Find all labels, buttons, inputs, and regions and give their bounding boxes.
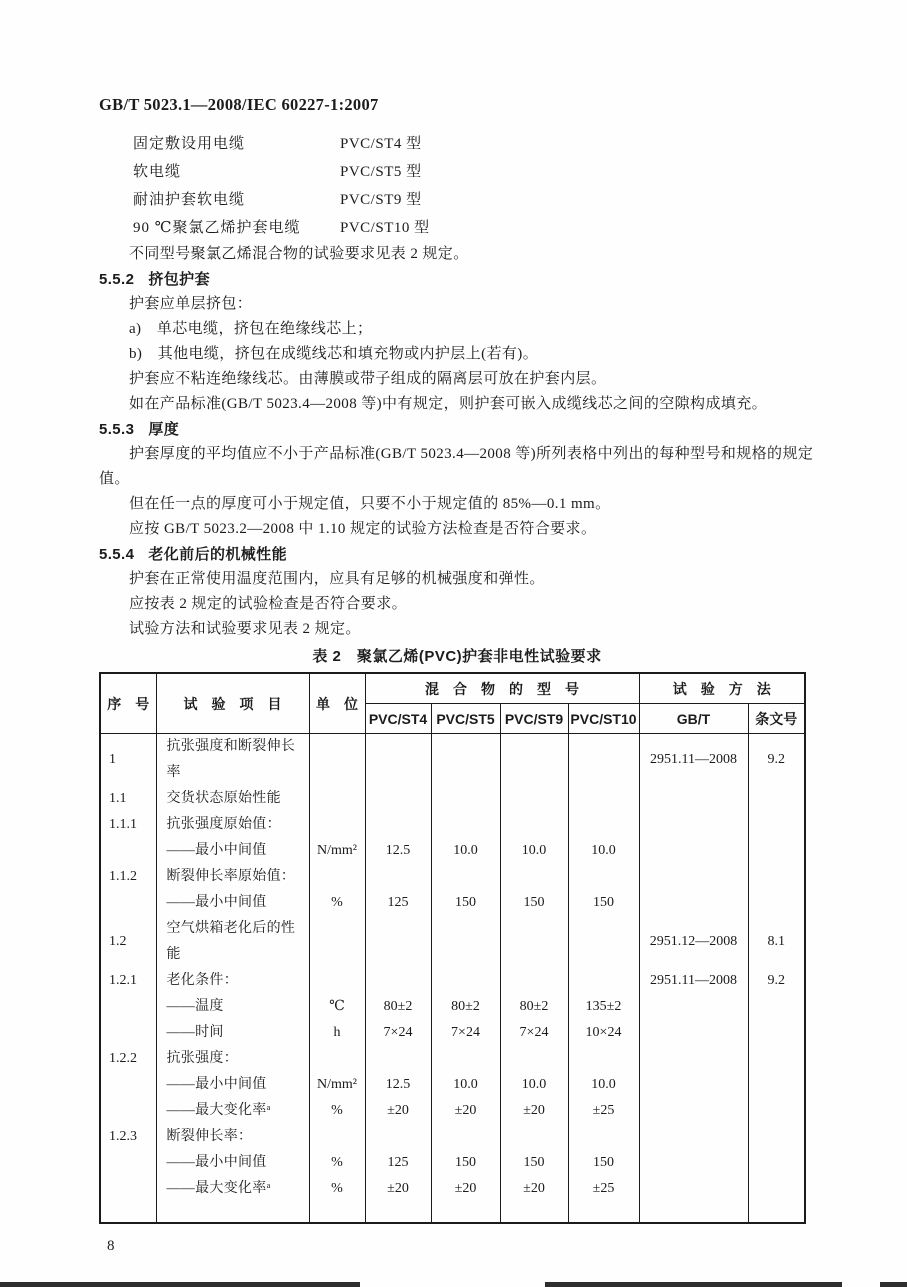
- table-row: [100, 994, 805, 1020]
- table-row: [100, 1150, 805, 1176]
- cable-name: 固定敷设用电缆: [133, 136, 246, 152]
- table-cell: %: [309, 890, 365, 916]
- table-cell: [500, 968, 568, 994]
- table-cell: 80±2: [431, 994, 500, 1020]
- table-cell: [639, 1150, 748, 1176]
- paragraph: a) 单芯电缆，挤包在绝缘线芯上；: [129, 321, 373, 337]
- table-cell: ±20: [431, 1098, 500, 1124]
- table-cell: 7×24: [500, 1020, 568, 1046]
- intro-note: 不同型号聚氯乙烯混合物的试验要求见表 2 规定。: [129, 246, 469, 262]
- table-cell: ±25: [568, 1176, 639, 1202]
- paragraph: b) 其他电缆，挤包在成缆线芯和填充物或内护层上(若有)。: [129, 346, 539, 362]
- table-cell: 80±2: [365, 994, 431, 1020]
- table-cell: [748, 812, 805, 838]
- table-cell: [431, 1124, 500, 1150]
- table-row: [100, 968, 805, 994]
- table-row: [100, 1072, 805, 1098]
- table-cell: 150: [568, 890, 639, 916]
- table-cell: [431, 734, 500, 787]
- table-cell: ——温度: [156, 994, 309, 1020]
- paragraph: 试验方法和试验要求见表 2 规定。: [129, 621, 361, 637]
- scan-edge-artifact: [880, 1282, 907, 1287]
- cable-name: 90 ℃聚氯乙烯护套电缆: [133, 220, 301, 236]
- table-cell: [431, 916, 500, 968]
- col-header-gbt: GB/T: [639, 704, 748, 734]
- table-cell: 老化条件：: [156, 968, 309, 994]
- table-cell: [365, 916, 431, 968]
- table-cell: ——最小中间值: [156, 1150, 309, 1176]
- table-cell: 135±2: [568, 994, 639, 1020]
- table-cell: h: [309, 1020, 365, 1046]
- table-cell: [639, 1202, 748, 1223]
- table-cell: 150: [500, 1150, 568, 1176]
- table-cell: [100, 1202, 156, 1223]
- table-cell: ±25: [568, 1098, 639, 1124]
- table-cell: [639, 1176, 748, 1202]
- section-number: 5.5.4: [99, 546, 135, 563]
- table-cell: 150: [568, 1150, 639, 1176]
- table-cell: 80±2: [500, 994, 568, 1020]
- section-number: 5.5.2: [99, 271, 135, 288]
- table-cell: [309, 786, 365, 812]
- col-header-seq: 序 号: [100, 673, 156, 734]
- col-header-pvc-st4: PVC/ST4: [365, 704, 431, 734]
- col-header-unit: 单 位: [309, 673, 365, 734]
- table-cell: [100, 1098, 156, 1124]
- table-cell: 10.0: [568, 1072, 639, 1098]
- scan-edge-artifact: [545, 1282, 842, 1287]
- table-cell: [639, 786, 748, 812]
- table-caption: 表 2 聚氯乙烯(PVC)护套非电性试验要求: [312, 648, 602, 665]
- cable-type-code: PVC/ST9 型: [340, 192, 422, 208]
- table-cell: [431, 812, 500, 838]
- table-cell: [748, 1124, 805, 1150]
- table-cell: [431, 786, 500, 812]
- table-cell: [500, 1202, 568, 1223]
- table-cell: [568, 916, 639, 968]
- table-cell: [431, 864, 500, 890]
- table-cell: [568, 1202, 639, 1223]
- list-item: [133, 130, 815, 158]
- table-cell: 1.2.3: [100, 1124, 156, 1150]
- table-cell: 12.5: [365, 1072, 431, 1098]
- page-number: 8: [107, 1238, 115, 1254]
- table-cell: [748, 1176, 805, 1202]
- table-cell: 8.1: [748, 916, 805, 968]
- table-cell: [431, 1046, 500, 1072]
- table-cell: 7×24: [365, 1020, 431, 1046]
- cable-name: 耐油护套软电缆: [133, 192, 246, 208]
- paragraph: 如在产品标准(GB/T 5023.4—2008 等)中有规定，则护套可嵌入成缆线芯之间的空隙构成填充。: [129, 396, 768, 412]
- table-cell: 1.1.1: [100, 812, 156, 838]
- table-cell: [500, 734, 568, 787]
- table-cell: [748, 1046, 805, 1072]
- table-cell: [748, 1202, 805, 1223]
- col-header-item: 试 验 项 目: [156, 673, 309, 734]
- table-cell: [365, 864, 431, 890]
- table-cell: ℃: [309, 994, 365, 1020]
- table-row: [100, 838, 805, 864]
- table-cell: [100, 1150, 156, 1176]
- table-cell: [365, 812, 431, 838]
- table-cell: [500, 786, 568, 812]
- table-cell: [365, 1046, 431, 1072]
- table-cell: ±20: [500, 1098, 568, 1124]
- cable-type-code: PVC/ST10 型: [340, 220, 430, 236]
- paragraph: 应按 GB/T 5023.2—2008 中 1.10 规定的试验方法检查是否符合要求。: [129, 521, 597, 537]
- table-cell: [568, 1124, 639, 1150]
- table-cell: [568, 786, 639, 812]
- table-cell: 150: [431, 1150, 500, 1176]
- cable-type-code: PVC/ST5 型: [340, 164, 422, 180]
- table-row: [100, 916, 805, 968]
- cable-name: 软电缆: [133, 164, 182, 180]
- cable-type-list: [133, 130, 815, 242]
- table-cell: [500, 1124, 568, 1150]
- table-cell: [100, 994, 156, 1020]
- table-cell: [639, 838, 748, 864]
- section-heading-554: [99, 542, 815, 567]
- col-header-pvc-st10: PVC/ST10: [568, 704, 639, 734]
- standard-number-header: GB/T 5023.1—2008/IEC 60227-1:2007: [99, 95, 379, 114]
- table-cell: [639, 812, 748, 838]
- table-cell: [100, 1072, 156, 1098]
- table-cell: [748, 786, 805, 812]
- table-cell: [639, 1072, 748, 1098]
- table-cell: [431, 1202, 500, 1223]
- col-header-mixture-group: 混 合 物 的 型 号: [365, 673, 639, 704]
- table-cell: 1.2.2: [100, 1046, 156, 1072]
- table-row: [100, 812, 805, 838]
- table-cell: [748, 864, 805, 890]
- table-row: [100, 1046, 805, 1072]
- table-cell: [639, 1098, 748, 1124]
- table-cell: [100, 890, 156, 916]
- table-cell: 抗张强度原始值：: [156, 812, 309, 838]
- scan-edge-artifact: [0, 1282, 360, 1287]
- section-heading-552: [99, 267, 815, 292]
- table-cell: [639, 890, 748, 916]
- table-cell: [639, 1124, 748, 1150]
- section-title: 厚度: [148, 421, 180, 438]
- table-cell: 1.2: [100, 916, 156, 968]
- table-cell: [365, 1124, 431, 1150]
- col-header-pvc-st5: PVC/ST5: [431, 704, 500, 734]
- table-cell: 抗张强度：: [156, 1046, 309, 1072]
- table-cell: 空气烘箱老化后的性能: [156, 916, 309, 968]
- table-cell: [568, 864, 639, 890]
- table-cell: [500, 812, 568, 838]
- table-row: [100, 786, 805, 812]
- table-row: [100, 1176, 805, 1202]
- page-content: [99, 92, 815, 1255]
- table-cell: ——最大变化率ᵃ: [156, 1098, 309, 1124]
- table-cell: [748, 838, 805, 864]
- table-cell: [431, 968, 500, 994]
- table-cell: [500, 864, 568, 890]
- table-cell: 2951.12—2008: [639, 916, 748, 968]
- table-cell: [100, 838, 156, 864]
- table-cell: 断裂伸长率：: [156, 1124, 309, 1150]
- table-cell: 7×24: [431, 1020, 500, 1046]
- table-row: [100, 1098, 805, 1124]
- table-cell: 125: [365, 890, 431, 916]
- table-row: [100, 890, 805, 916]
- paragraph: 护套应不粘连绝缘线芯。由薄膜或带子组成的隔离层可放在护套内层。: [129, 371, 607, 387]
- list-item: [133, 186, 815, 214]
- table-cell: [639, 864, 748, 890]
- col-header-clause: 条文号: [748, 704, 805, 734]
- table-filler-row: [100, 1202, 805, 1223]
- table-cell: 125: [365, 1150, 431, 1176]
- section-title: 老化前后的机械性能: [148, 546, 287, 563]
- table-cell: %: [309, 1150, 365, 1176]
- table-cell: [568, 968, 639, 994]
- table-row: [100, 1020, 805, 1046]
- table-cell: 1.2.1: [100, 968, 156, 994]
- table-cell: ——时间: [156, 1020, 309, 1046]
- table-cell: [568, 812, 639, 838]
- list-item: [133, 158, 815, 186]
- table-cell: [568, 1046, 639, 1072]
- table-cell: [568, 734, 639, 787]
- table-row: [100, 864, 805, 890]
- table-cell: 2951.11—2008: [639, 734, 748, 787]
- table-cell: 10.0: [500, 1072, 568, 1098]
- table-row: [100, 734, 805, 787]
- table-cell: 1.1.2: [100, 864, 156, 890]
- table-row: [100, 1124, 805, 1150]
- table-cell: N/mm²: [309, 838, 365, 864]
- table-cell: 断裂伸长率原始值：: [156, 864, 309, 890]
- cable-type-code: PVC/ST4 型: [340, 136, 422, 152]
- table-cell: [365, 786, 431, 812]
- table-cell: 150: [500, 890, 568, 916]
- table-cell: [100, 1020, 156, 1046]
- table-cell: ±20: [365, 1098, 431, 1124]
- table-cell: 10×24: [568, 1020, 639, 1046]
- col-header-method-group: 试 验 方 法: [639, 673, 805, 704]
- table-cell: [309, 812, 365, 838]
- paragraph: 护套厚度的平均值应不小于产品标准(GB/T 5023.4—2008 等)所列表格中列出的每种型号和规格的规定值。: [99, 446, 814, 487]
- table-cell: ——最小中间值: [156, 1072, 309, 1098]
- table-cell: 抗张强度和断裂伸长率: [156, 734, 309, 787]
- pvc-sheath-test-table: [99, 672, 806, 1224]
- table-cell: [748, 1098, 805, 1124]
- table-cell: ——最小中间值: [156, 838, 309, 864]
- table-cell: ±20: [500, 1176, 568, 1202]
- table-cell: [748, 1020, 805, 1046]
- table-cell: %: [309, 1176, 365, 1202]
- table-cell: 150: [431, 890, 500, 916]
- table-cell: [500, 1046, 568, 1072]
- table-cell: [100, 1176, 156, 1202]
- table-cell: 1.1: [100, 786, 156, 812]
- table-cell: 9.2: [748, 968, 805, 994]
- table-cell: N/mm²: [309, 1072, 365, 1098]
- table-cell: [639, 994, 748, 1020]
- table-cell: [365, 1202, 431, 1223]
- table-cell: [748, 994, 805, 1020]
- table-header-row: [100, 673, 805, 704]
- table-cell: 交货状态原始性能: [156, 786, 309, 812]
- table-cell: [309, 916, 365, 968]
- table-cell: [309, 1202, 365, 1223]
- section-number: 5.5.3: [99, 421, 135, 438]
- table-cell: 1: [100, 734, 156, 787]
- table-cell: [748, 890, 805, 916]
- paragraph: 护套应单层挤包：: [129, 296, 253, 312]
- table-cell: %: [309, 1098, 365, 1124]
- table-cell: ——最大变化率ᵃ: [156, 1176, 309, 1202]
- table-cell: 10.0: [431, 838, 500, 864]
- table-cell: [309, 968, 365, 994]
- table-cell: [309, 864, 365, 890]
- table-cell: ——最小中间值: [156, 890, 309, 916]
- table-cell: [156, 1202, 309, 1223]
- table-cell: 10.0: [500, 838, 568, 864]
- table-cell: 12.5: [365, 838, 431, 864]
- table-cell: [309, 1046, 365, 1072]
- table-cell: 2951.11—2008: [639, 968, 748, 994]
- table-cell: [748, 1072, 805, 1098]
- table-cell: ±20: [431, 1176, 500, 1202]
- table-cell: 10.0: [568, 838, 639, 864]
- col-header-pvc-st9: PVC/ST9: [500, 704, 568, 734]
- paragraph: 但在任一点的厚度可小于规定值，只要不小于规定值的 85%—0.1 mm。: [129, 496, 611, 512]
- table-cell: [309, 1124, 365, 1150]
- table-cell: [748, 1150, 805, 1176]
- section-heading-553: [99, 417, 815, 442]
- table-cell: [309, 734, 365, 787]
- table-cell: 10.0: [431, 1072, 500, 1098]
- paragraph: 护套在正常使用温度范围内，应具有足够的机械强度和弹性。: [129, 571, 545, 587]
- table-cell: [500, 916, 568, 968]
- table-cell: [365, 734, 431, 787]
- section-title: 挤包护套: [148, 271, 210, 288]
- paragraph: 应按表 2 规定的试验检查是否符合要求。: [129, 596, 408, 612]
- table-cell: [639, 1020, 748, 1046]
- table-cell: [365, 968, 431, 994]
- table-cell: [639, 1046, 748, 1072]
- table-cell: ±20: [365, 1176, 431, 1202]
- list-item: [133, 214, 815, 242]
- table-cell: 9.2: [748, 734, 805, 787]
